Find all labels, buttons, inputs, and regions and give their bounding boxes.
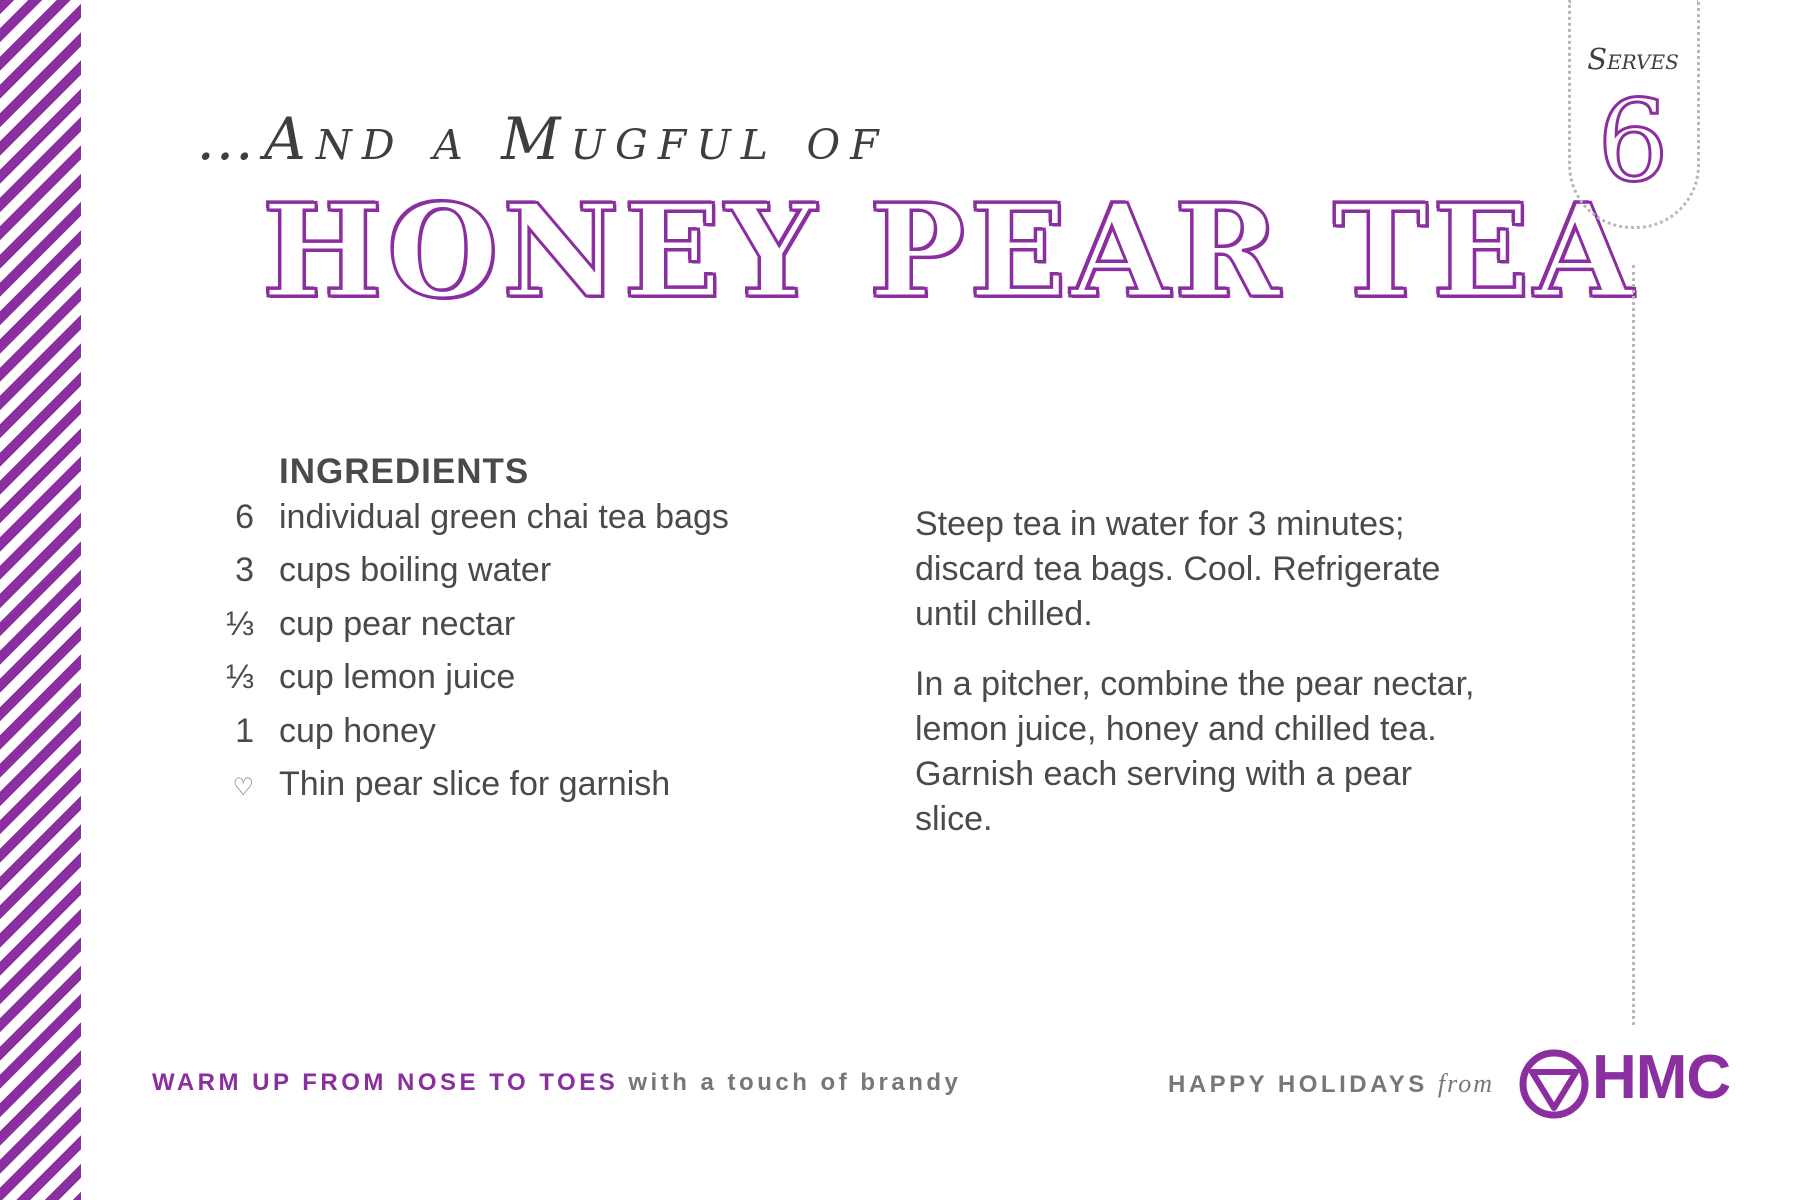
serves-label: Serves xyxy=(1587,42,1679,76)
side-stripe-decoration xyxy=(0,0,81,1200)
ingredient-quantity: 6 xyxy=(235,498,254,536)
direction-step: Steep tea in water for 3 minutes; discard tea bags. Cool. Refrigerate until chilled. xyxy=(915,505,1441,633)
footer-greeting xyxy=(1168,1069,1494,1099)
ingredient-row xyxy=(200,765,820,818)
serves-number: 6 xyxy=(1597,77,1669,207)
hmc-logo-icon xyxy=(1518,1048,1590,1120)
tagline-soft: with a touch of brandy xyxy=(628,1069,962,1096)
ingredient-text: cup pear nectar xyxy=(279,604,516,643)
ingredient-row xyxy=(200,498,820,551)
ingredient-text: individual green chai tea bags xyxy=(279,498,729,536)
heart-icon: ♡ xyxy=(232,773,254,801)
logo-text: HMC xyxy=(1592,1043,1731,1112)
direction-step: In a pitcher, combine the pear nectar, lemon juice, honey and chilled tea. Garnish each serving with a pear slice. xyxy=(915,665,1475,838)
ingredient-quantity: ⅓ xyxy=(225,658,254,697)
ingredient-text: cups boiling water xyxy=(279,551,552,590)
ingredient-quantity: 3 xyxy=(235,551,254,590)
greeting-text: HAPPY HOLIDAYS xyxy=(1168,1071,1428,1098)
ingredient-row xyxy=(200,712,820,765)
ingredient-row xyxy=(200,551,820,604)
dotted-divider xyxy=(1632,265,1635,1025)
recipe-title: HONEY PEAR TEA xyxy=(262,177,1638,327)
ingredient-row xyxy=(200,658,820,711)
ingredient-text: Thin pear slice for garnish xyxy=(279,764,671,803)
ingredient-quantity: 1 xyxy=(235,711,254,750)
directions xyxy=(915,502,1495,867)
tagline-strong: WARM UP FROM NOSE TO TOES xyxy=(152,1069,619,1096)
footer-tagline xyxy=(152,1069,961,1097)
ingredient-quantity: ⅓ xyxy=(225,604,254,643)
ingredient-text: cup lemon juice xyxy=(279,658,516,697)
ingredient-text: cup honey xyxy=(279,711,436,750)
greeting-from: from xyxy=(1437,1069,1495,1098)
ingredient-row xyxy=(200,605,820,658)
ingredients-heading: INGREDIENTS xyxy=(279,452,530,491)
recipe-subtitle: …And a Mugful of xyxy=(196,105,889,173)
ingredients-list xyxy=(200,498,820,818)
